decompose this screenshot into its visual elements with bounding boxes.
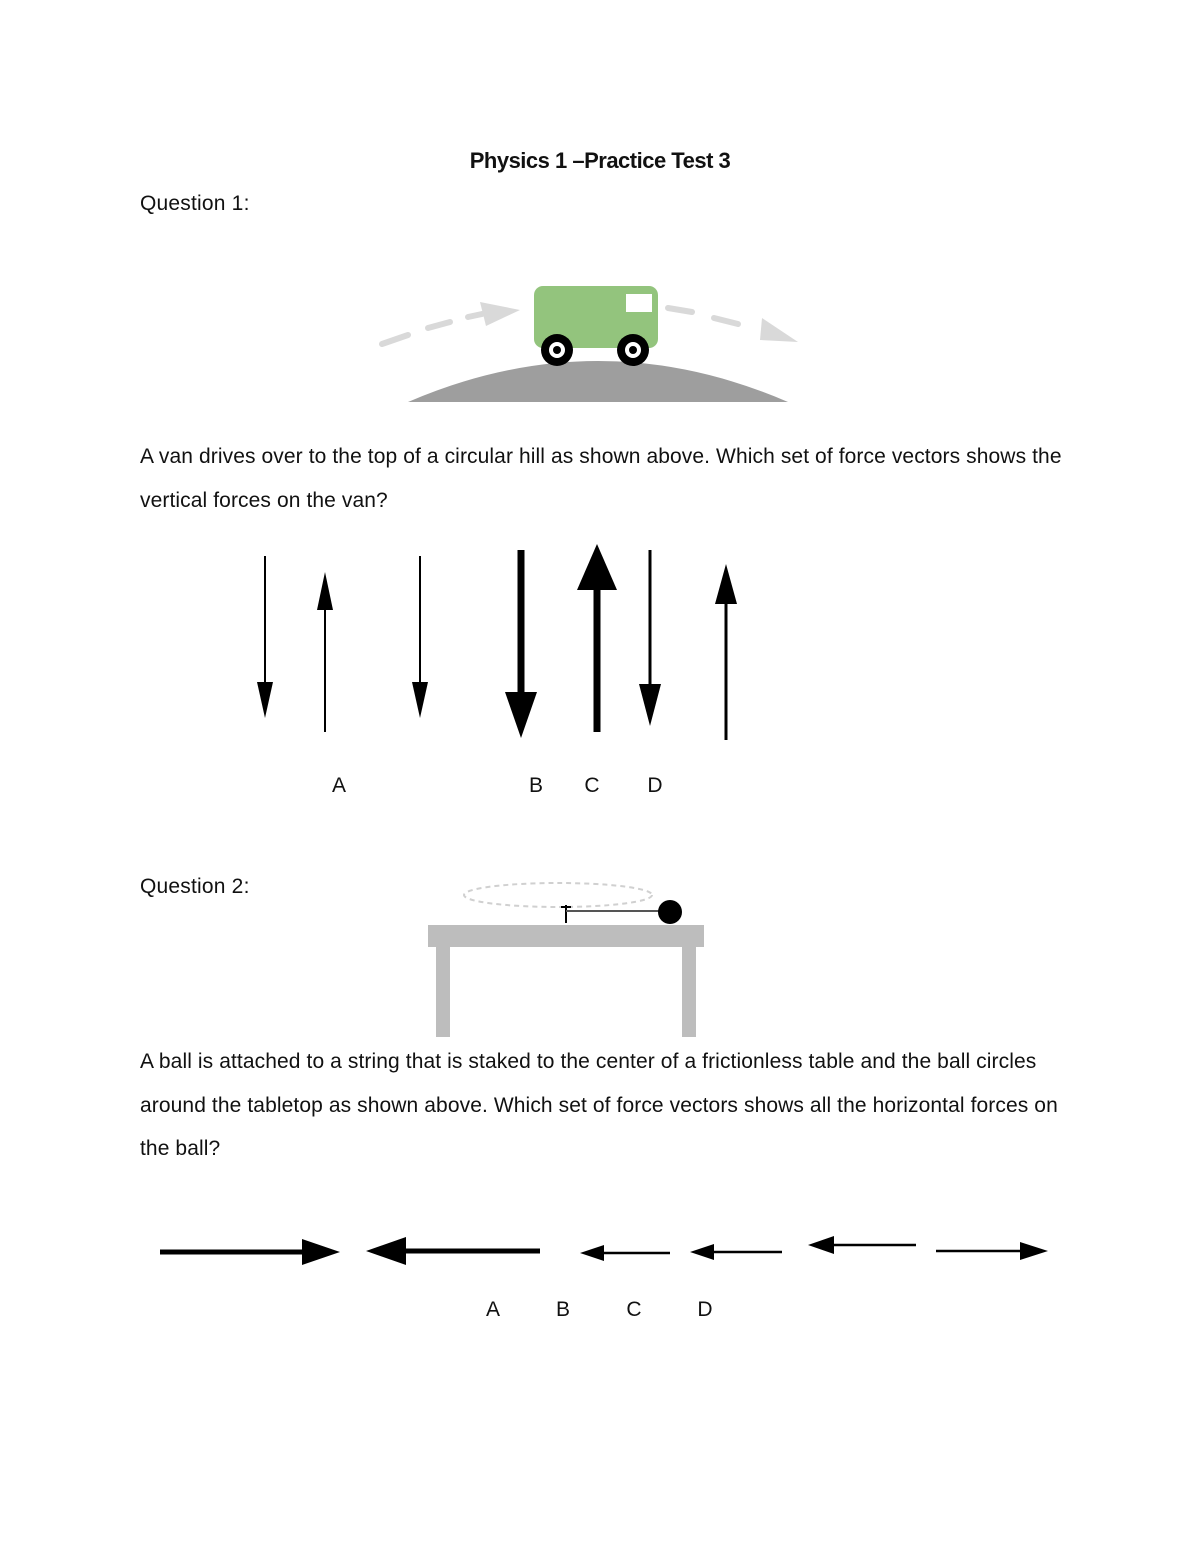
table-top <box>428 925 704 947</box>
van-window <box>626 294 652 312</box>
van-on-hill-illustration <box>370 280 810 405</box>
q2-choice-c-label: C <box>626 1298 642 1321</box>
question-2-label: Question 2: <box>140 875 250 898</box>
q1-choice-c-label: C <box>584 774 600 797</box>
table-leg-left <box>436 947 450 1037</box>
trajectory-arrowhead-right <box>760 318 798 342</box>
trajectory-arrow-right <box>668 308 738 324</box>
q2-force-vectors <box>0 1225 1200 1285</box>
q2-choice-b-label: B <box>555 1298 570 1321</box>
ball-on-table-illustration <box>420 875 720 1045</box>
question-1-label: Question 1: <box>140 192 250 215</box>
hill <box>408 361 788 402</box>
page-title: Physics 1 –Practice Test 3 <box>469 148 731 173</box>
question-1-text: A van drives over to the top of a circular hill as shown above. Which set of force vectors shows the vertical forces on the van? <box>140 445 1062 512</box>
q2-choice-a-label: A <box>485 1298 500 1321</box>
q2-choice-d-label: D <box>697 1298 713 1321</box>
circular-path <box>464 883 652 907</box>
trajectory-arrowhead-left <box>480 302 520 326</box>
q1-choice-b-label: B <box>528 774 543 797</box>
table-leg-right <box>682 947 696 1037</box>
question-2-text: A ball is attached to a string that is staked to the center of a frictionless table and the ball circles around the tabletop as shown above. Which set of force vectors shows all the horizontal forces on the ball? <box>140 1050 1058 1160</box>
ball <box>658 900 682 924</box>
q1-choice-a-label: A <box>331 774 346 797</box>
q1-force-vectors <box>0 540 1200 750</box>
trajectory-arrow-left <box>382 314 482 344</box>
q1-choice-d-label: D <box>647 774 663 797</box>
